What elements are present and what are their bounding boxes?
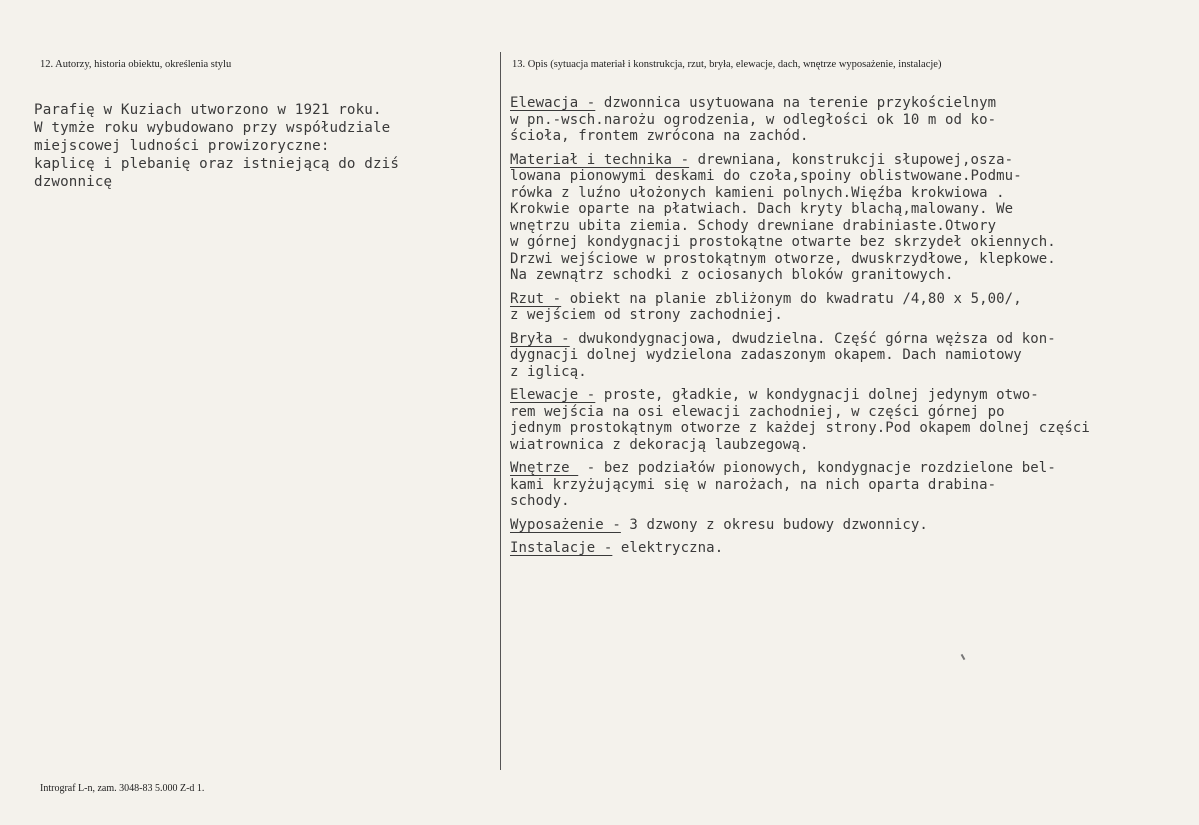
paragraph-body: 3 dzwony z okresu budowy dzwonnicy. [620,516,928,533]
paragraph-body: elektryczna. [612,540,724,556]
paragraph-body: dzwonnica usytuowana na terenie przykościelnym w pn.-wsch.narożu ogrodzenia, w odległości ok 10 m od ko- ścioła, frontem zwrócona na zachód. [510,95,997,144]
description-paragraph [510,152,1180,284]
section-13-header: 13. Opis (sytuacja materiał i konstrukcja, rzut, bryła, elewacje, dach, wnętrze wyposażenie, instalacje) [512,59,942,70]
history-text: Parafię w Kuziach utworzono w 1921 roku. W tymże roku wybudowano przy współudziale miejscowej ludności prowizoryczne: kaplicę i plebanię oraz istniejącą do dziś dzwonnicę [34,102,400,190]
description-paragraph [510,460,1180,510]
description-paragraph [510,291,1180,324]
paragraph-body: dwukondygnacjowa, dwudzielna. Część górna węższa od kon- dygnacji dolnej wydzielona zadaszonym okapem. Dach namiotowy z iglicą. [510,330,1056,380]
paragraph-heading: Materiał i technika - [510,151,690,168]
description-paragraph [510,387,1180,453]
description-paragraph [510,517,1180,534]
description-text [510,95,1180,564]
printer-footer: Intrograf L-n, zam. 3048-83 5.000 Z-d 1. [40,783,205,794]
paragraph-heading: Elewacja - [510,95,596,111]
paragraph-heading: Bryła - [510,330,570,347]
paragraph-body: drewniana, konstrukcji słupowej,osza- lowana pionowymi deskami do czoła,spoiny oblistwowane.Podmu- rówka z luźno ułożonych kamieni polnych.Więźba krokwiowa . Krokwie oparte na płatwiach. Dach kryty blachą,malowany. We wnętrzu ubita ziemia. Schody drewniane drabiniaste.Otwory w górnej kondygnacji prostokątne otwarte bez skrzydeł okiennych. Drzwi wejściowe w prostokątnym otworze, dwuskrzydłowe, klepkowe. Na zewnątrz schodki z ociosanych bloków granitowych. [510,151,1056,283]
paragraph-heading: Instalacje - [510,540,613,556]
section-12-header: 12. Autorzy, historia obiektu, określenia stylu [40,59,232,70]
description-paragraph [510,540,1180,557]
paragraph-heading: Wyposażenie - [510,516,621,533]
paragraph-heading: Wnętrze [510,460,579,476]
description-paragraph [510,331,1180,381]
pen-mark [961,654,966,660]
paragraph-body: - bez podziałów pionowych, kondygnacje rozdzielone bel- kami krzyżującymi się w narożach, na nich oparta drabina- schody. [510,460,1056,509]
description-paragraph [510,95,1180,145]
paragraph-body: proste, gładkie, w kondygnacji dolnej jedynym otwo- rem wejścia na osi elewacji zachodniej, w części górnej po jednym prostokątnym otworze z każdej strony.Pod okapem dolnej części wiatrownica z dekoracją laubzegową. [510,387,1090,453]
column-divider [500,52,501,770]
paragraph-body: obiekt na planie zbliżonym do kwadratu /4,80 x 5,00/, z wejściem od strony zachodniej. [510,290,1022,323]
paragraph-heading: Rzut - [510,290,562,307]
paragraph-heading: Elewacje - [510,387,596,403]
